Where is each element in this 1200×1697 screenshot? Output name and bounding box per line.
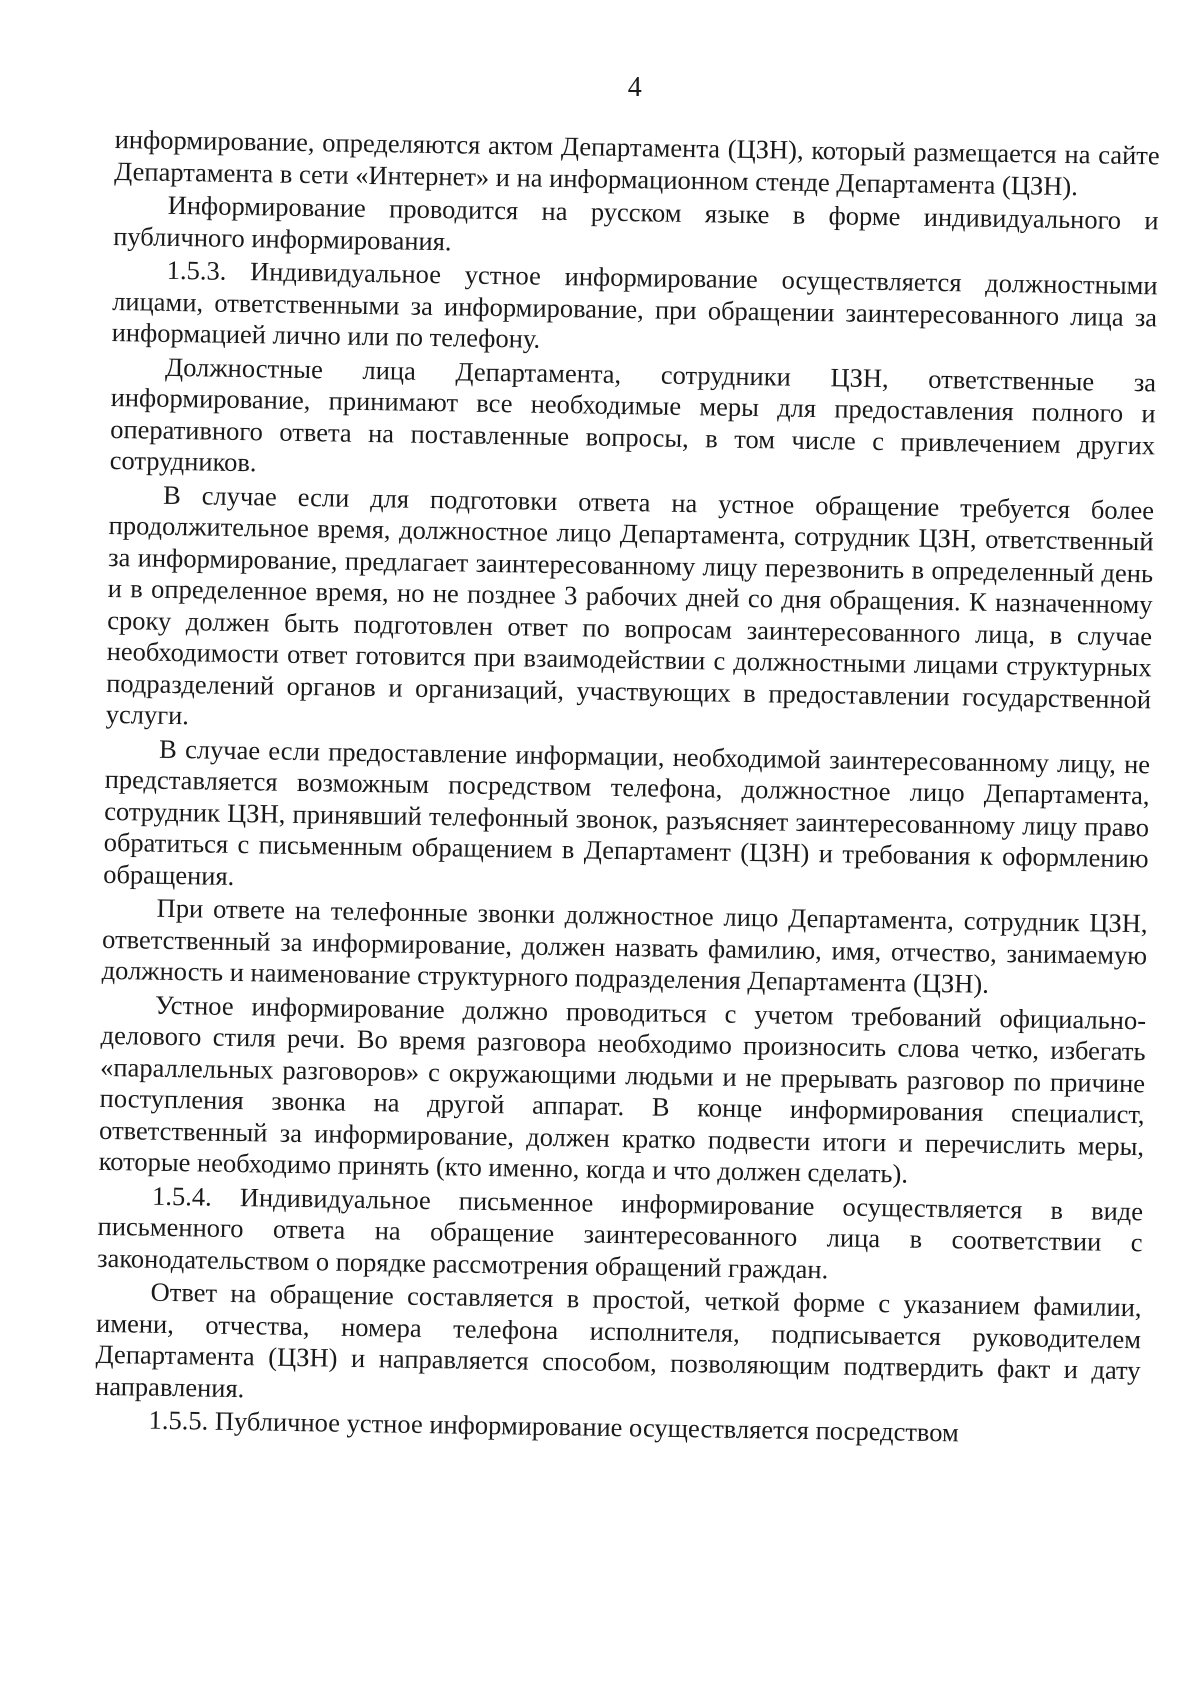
paragraph-1-5-5: 1.5.5. Публичное устное информирование осуществляется посредством <box>148 1404 960 1448</box>
paragraph-phone-answer: При ответе на телефонные звонки должностное лицо Департамента, сотрудник ЦЗН, ответственный за информирование, должен назвать фамилию, имя, отчество, занимаемую должность и наименование структурного подразделения Департамента (ЦЗН). <box>101 892 1148 999</box>
paragraph-1-5-3: 1.5.3. Индивидуальное устное информирование осуществляется должностными лицами, ответственными за информирование, при обращении заинтересованного лица за информацией лично или по телефону. <box>111 254 1158 354</box>
paragraph-callback: В случае если для подготовки ответа на устное обращение требуется более продолжительное время, должностное лицо Департамента, сотрудник ЦЗН, ответственный за информирование, предлагает заинтересованному лицу перезвонить в определенный день и в определенное время, но не позднее 3 рабочих дней со дня обращения. К назначенному сроку должен быть подготовлен ответ по вопросам заинтересованного лица, в случае необходимости ответ готовится при взаимодействии с должностными лицами структурных подразделений органов и организаций, участвующих в предоставлении государственной услуги. <box>105 479 1155 731</box>
paragraph-oral-style: Устное информирование должно проводиться с учетом требований официально-делового стиля речи. Во время разговора необходимо произносить слова четко, избегать «параллельных разговоров» с окружающими людьми и не прерывать разговор по причине поступления звонка на другой аппарат. В конце информирования специалист, ответственный за информирование, должен кратко подвести итоги и перечислить меры, которые необходимо принять (кто именно, когда и что должен сделать). <box>98 989 1147 1189</box>
paragraph-continuation: информирование, определяются актом Департамента (ЦЗН), который размещается на сайте Департамента в сети «Интернет» и на информационном стенде Департамента (ЦЗН). <box>114 124 1160 201</box>
page-number: 4 <box>627 72 643 103</box>
paragraph-officials-measures: Должностные лица Департамента, сотрудники ЦЗН, ответственные за информирование, принимают все необходимые меры для предоставления полного и оперативного ответа на поставленные вопросы, в том числе с привлечением других сотрудников. <box>109 351 1157 478</box>
paragraph-answer-form: Ответ на обращение составляется в простой, четкой форме с указанием фамилии, имени, отчества, номера телефона исполнителя, подписывается руководителем Департамента (ЦЗН) и направляется способом, позволяющим подтвердить факт и дату направления. <box>94 1276 1142 1403</box>
document-body <box>94 124 1159 1452</box>
paragraph-language: Информирование проводится на русском языке в форме индивидуального и публичного информирования. <box>113 189 1159 256</box>
paragraph-1-5-4: 1.5.4. Индивидуальное письменное информирование осуществляется в виде письменного ответа на обращение заинтересованного лица в соответствии с законодательством о порядке рассмотрения обращений граждан. <box>96 1180 1144 1284</box>
paragraph-written-appeal: В случае если предоставление информации, необходимой заинтересованному лицу, не представляется возможным посредством телефона, должностное лицо Департамента, сотрудник ЦЗН, принявший телефонный звонок, разъясняет заинтересованному лицу право обратиться с письменным обращением в Департамент (ЦЗН) и требования к оформлению обращения. <box>102 733 1151 891</box>
